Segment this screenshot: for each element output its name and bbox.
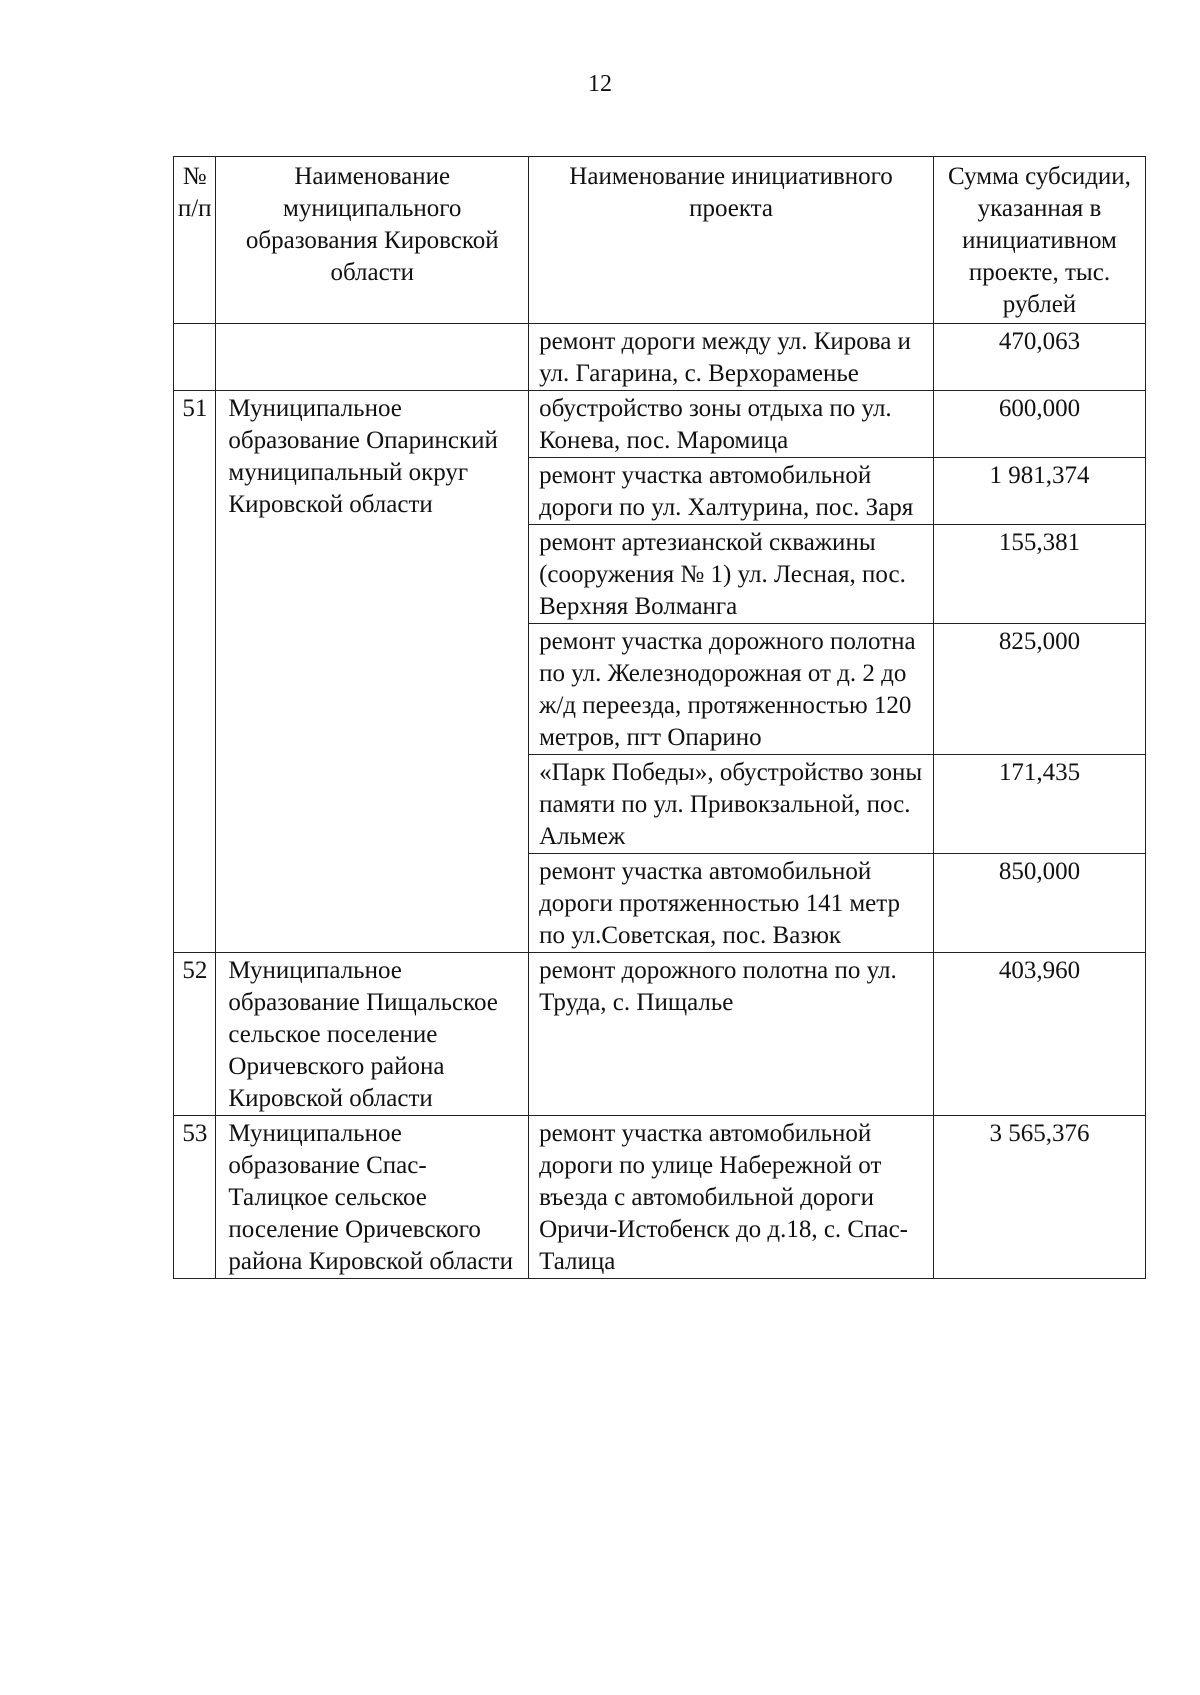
municipality-name: Муниципальное образование Пищальское сельское поселение Оричевского района Кировской области — [216, 953, 529, 1116]
municipality-name — [216, 324, 529, 391]
page-number: 12 — [588, 71, 612, 97]
row-number: 51 — [174, 391, 216, 953]
subsidy-sum: 403,960 — [933, 953, 1145, 1116]
project-name: ремонт участка автомобильной дороги по улице Набережной от въезда с автомобильной дороги Оричи-Истобенск до д.18, с. Спас-Талица — [529, 1116, 934, 1279]
project-name: ремонт участка автомобильной дороги по ул. Халтурина, пос. Заря — [529, 458, 934, 525]
row-number: 52 — [174, 953, 216, 1116]
subsidy-table — [173, 156, 1146, 1279]
municipality-name: Муниципальное образование Спас-Талицкое сельское поселение Оричевского района Кировской области — [216, 1116, 529, 1279]
table-row — [174, 391, 1146, 458]
municipality-name: Муниципальное образование Опаринский муниципальный округ Кировской области — [216, 391, 529, 953]
subsidy-sum: 470,063 — [933, 324, 1145, 391]
project-name: «Парк Победы», обустройство зоны памяти по ул. Привокзальной, пос. Альмеж — [529, 755, 934, 854]
header-num: № п/п — [174, 157, 216, 324]
table-row — [174, 1116, 1146, 1279]
subsidy-sum: 600,000 — [933, 391, 1145, 458]
project-name: обустройство зоны отдыха по ул. Конева, пос. Маромица — [529, 391, 934, 458]
subsidy-sum: 1 981,374 — [933, 458, 1145, 525]
project-name: ремонт участка автомобильной дороги протяженностью 141 метр по ул.Советская, пос. Вазюк — [529, 854, 934, 953]
header-municipality: Наименование муниципального образования Кировской области — [216, 157, 529, 324]
project-name: ремонт артезианской скважины (сооружения № 1) ул. Лесная, пос. Верхняя Волманга — [529, 525, 934, 624]
subsidy-sum: 3 565,376 — [933, 1116, 1145, 1279]
row-number: 53 — [174, 1116, 216, 1279]
project-name: ремонт участка дорожного полотна по ул. Железнодорожная от д. 2 до ж/д переезда, протяженностью 120 метров, пгт Опарино — [529, 624, 934, 755]
table-row — [174, 953, 1146, 1116]
row-number — [174, 324, 216, 391]
project-name: ремонт дорожного полотна по ул. Труда, с. Пищалье — [529, 953, 934, 1116]
subsidy-sum: 171,435 — [933, 755, 1145, 854]
header-sum: Сумма субсидии, указанная в инициативном проекте, тыс. рублей — [933, 157, 1145, 324]
subsidy-sum: 155,381 — [933, 525, 1145, 624]
subsidy-sum: 825,000 — [933, 624, 1145, 755]
subsidy-sum: 850,000 — [933, 854, 1145, 953]
project-name: ремонт дороги между ул. Кирова и ул. Гагарина, с. Верхораменье — [529, 324, 934, 391]
header-project: Наименование инициативного проекта — [529, 157, 934, 324]
table-row — [174, 324, 1146, 391]
table-header-row — [174, 157, 1146, 324]
